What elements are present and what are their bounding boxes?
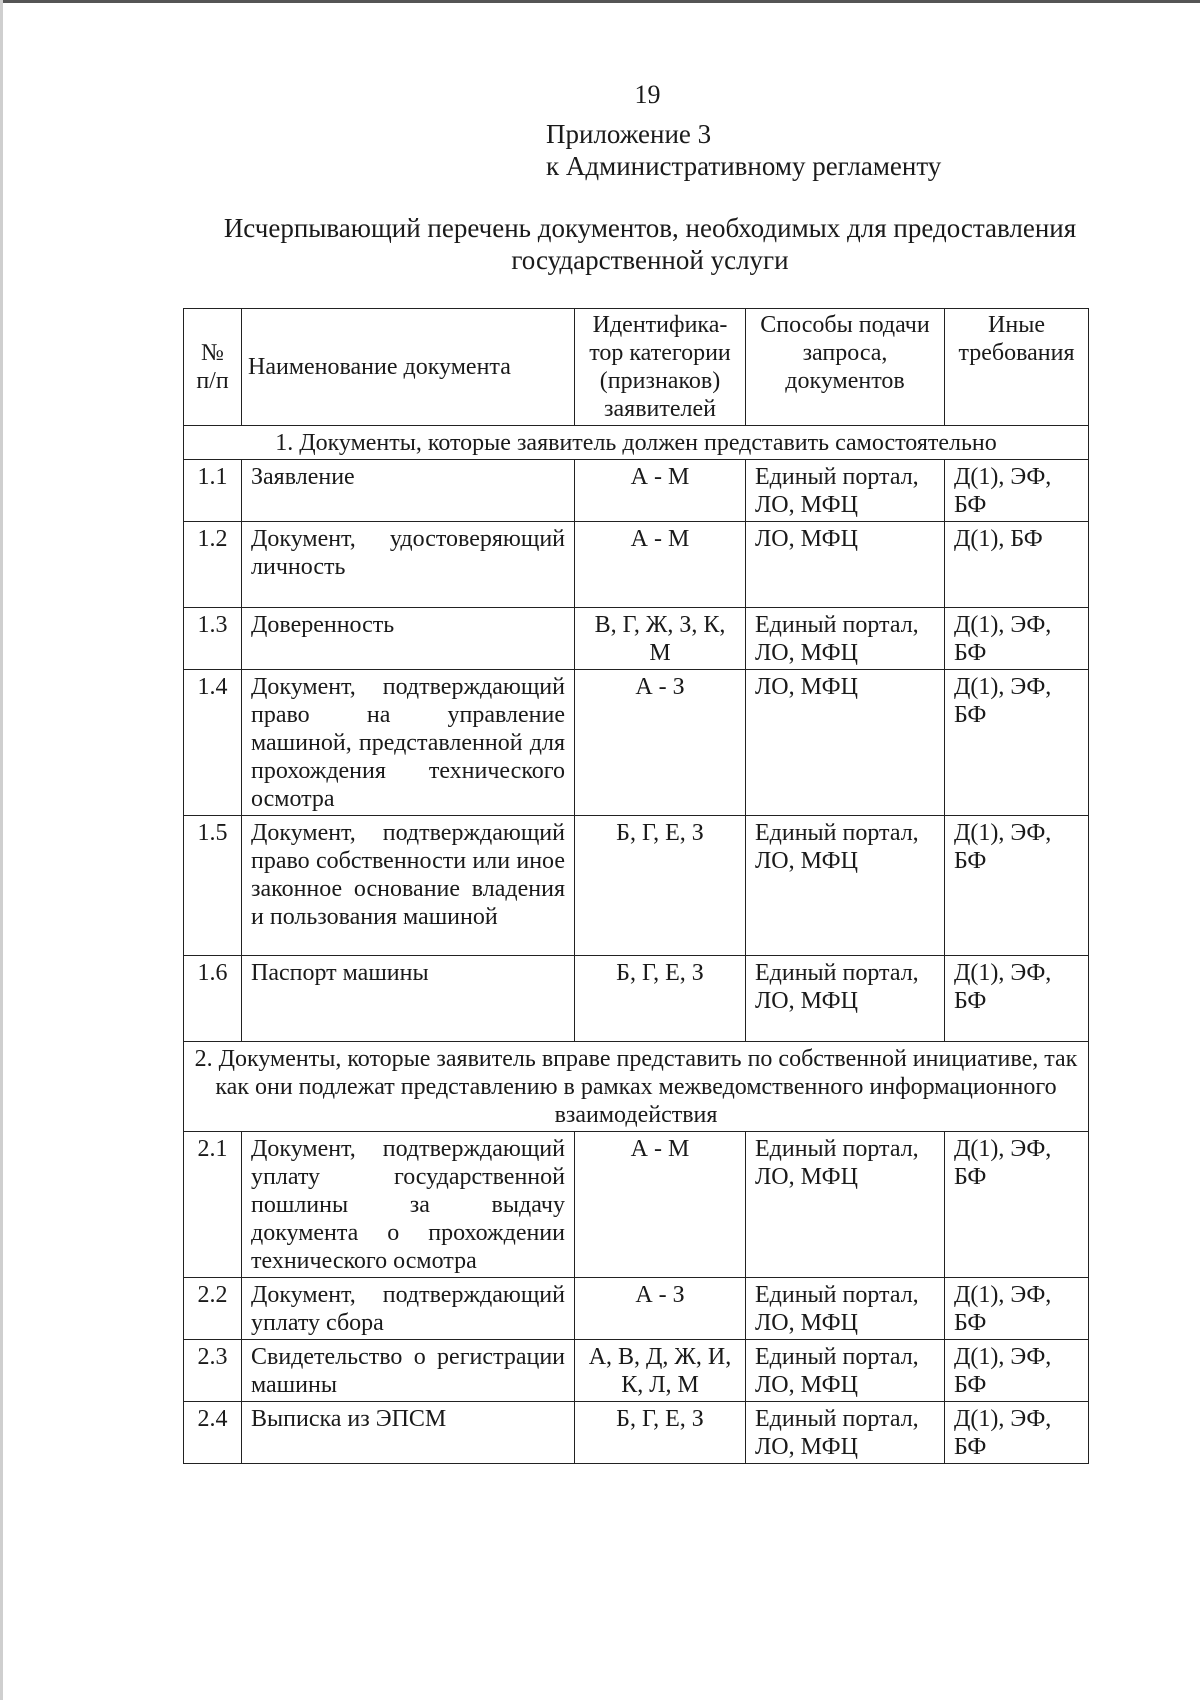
cell-category: А - З [575, 1278, 746, 1340]
cell-name: Документ, подтверждающий уплату сбора [242, 1278, 575, 1340]
cell-category: Б, Г, Е, З [575, 816, 746, 956]
section-2-row [184, 1042, 1089, 1132]
cell-num: 2.3 [184, 1340, 242, 1402]
cell-category: А - З [575, 670, 746, 816]
cell-num: 1.1 [184, 460, 242, 522]
cell-ways: Единый портал, ЛО, МФЦ [746, 460, 945, 522]
table-row [184, 522, 1089, 608]
table-row [184, 608, 1089, 670]
cell-requirements: Д(1), ЭФ, БФ [945, 608, 1089, 670]
cell-requirements: Д(1), ЭФ, БФ [945, 670, 1089, 816]
cell-requirements: Д(1), ЭФ, БФ [945, 816, 1089, 956]
cell-num: 2.2 [184, 1278, 242, 1340]
title-line-1: Исчерпывающий перечень документов, необходимых для предоставления [223, 213, 1077, 243]
cell-requirements: Д(1), БФ [945, 522, 1089, 608]
scan-top-edge [0, 0, 1200, 3]
header-name: Наименование документа [242, 309, 575, 426]
cell-name: Заявление [242, 460, 575, 522]
cell-ways: Единый портал, ЛО, МФЦ [746, 1132, 945, 1278]
cell-category: А, В, Д, Ж, И, К, Л, М [575, 1340, 746, 1402]
title-line-2: государственной услуги [511, 245, 789, 275]
cell-num: 1.6 [184, 956, 242, 1042]
section-2-heading: 2. Документы, которые заявитель вправе представить по собственной инициативе, так как они подлежат представлению в рамках межведомственного информационного взаимодействия [184, 1042, 1089, 1132]
header-ways: Способы подачи запроса, документов [746, 309, 945, 426]
cell-category: А - М [575, 522, 746, 608]
documents-table [183, 308, 1089, 1464]
cell-name: Доверенность [242, 608, 575, 670]
cell-category: В, Г, Ж, З, К, М [575, 608, 746, 670]
cell-requirements: Д(1), ЭФ, БФ [945, 1402, 1089, 1464]
cell-num: 1.5 [184, 816, 242, 956]
cell-category: А - М [575, 460, 746, 522]
cell-category: Б, Г, Е, З [575, 1402, 746, 1464]
cell-ways: Единый портал, ЛО, МФЦ [746, 1278, 945, 1340]
cell-num: 1.2 [184, 522, 242, 608]
section-1-row [184, 426, 1089, 460]
cell-category: А - М [575, 1132, 746, 1278]
section-1-heading: 1. Документы, которые заявитель должен представить самостоятельно [184, 426, 1089, 460]
table-row [184, 1402, 1089, 1464]
cell-name: Паспорт машины [242, 956, 575, 1042]
appendix-line-2: к Административному регламенту [546, 151, 942, 181]
appendix-heading [546, 118, 941, 182]
table-row [184, 1340, 1089, 1402]
cell-requirements: Д(1), ЭФ, БФ [945, 460, 1089, 522]
table-header-row [184, 309, 1089, 426]
header-requirements: Иные требования [945, 309, 1089, 426]
cell-ways: Единый портал, ЛО, МФЦ [746, 816, 945, 956]
table-row [184, 460, 1089, 522]
document-title [180, 212, 1120, 276]
page-number: 19 [634, 80, 661, 109]
header-num: № п/п [184, 309, 242, 426]
cell-requirements: Д(1), ЭФ, БФ [945, 956, 1089, 1042]
cell-num: 2.4 [184, 1402, 242, 1464]
table-row [184, 1278, 1089, 1340]
cell-category: Б, Г, Е, З [575, 956, 746, 1042]
header-category: Идентифика-тор категории (признаков) заявителей [575, 309, 746, 426]
cell-name: Документ, подтверждающий уплату государственной пошлины за выдачу документа о прохождении технического осмотра [242, 1132, 575, 1278]
cell-ways: ЛО, МФЦ [746, 522, 945, 608]
cell-name: Выписка из ЭПСМ [242, 1402, 575, 1464]
cell-num: 2.1 [184, 1132, 242, 1278]
cell-ways: Единый портал, ЛО, МФЦ [746, 1402, 945, 1464]
table-row [184, 956, 1089, 1042]
cell-name: Свидетельство о регистрации машины [242, 1340, 575, 1402]
cell-ways: Единый портал, ЛО, МФЦ [746, 1340, 945, 1402]
cell-requirements: Д(1), ЭФ, БФ [945, 1132, 1089, 1278]
cell-name: Документ, удостоверяющий личность [242, 522, 575, 608]
cell-num: 1.4 [184, 670, 242, 816]
table-row [184, 816, 1089, 956]
scan-left-edge [0, 0, 3, 1700]
cell-name: Документ, подтверждающий право на управление машиной, представленной для прохождения технического осмотра [242, 670, 575, 816]
cell-ways: Единый портал, ЛО, МФЦ [746, 956, 945, 1042]
cell-num: 1.3 [184, 608, 242, 670]
cell-requirements: Д(1), ЭФ, БФ [945, 1340, 1089, 1402]
cell-ways: ЛО, МФЦ [746, 670, 945, 816]
cell-ways: Единый портал, ЛО, МФЦ [746, 608, 945, 670]
cell-requirements: Д(1), ЭФ, БФ [945, 1278, 1089, 1340]
table-row [184, 670, 1089, 816]
cell-name: Документ, подтверждающий право собственности или иное законное основание владения и пользования машиной [242, 816, 575, 956]
table-row [184, 1132, 1089, 1278]
appendix-line-1: Приложение 3 [546, 119, 712, 149]
